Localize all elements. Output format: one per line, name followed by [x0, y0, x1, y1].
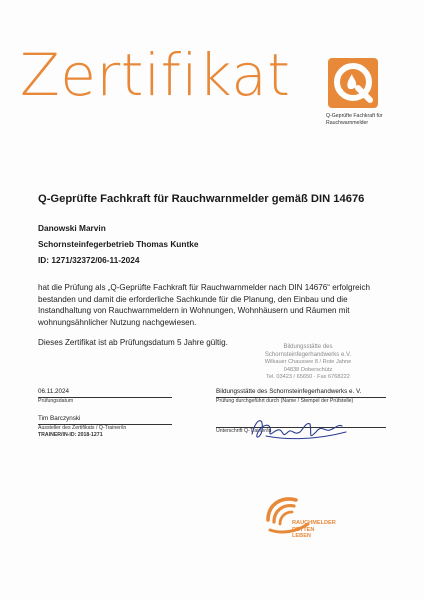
- stamp-line5: Tel. 03423 / 65650 · Fax 6768222: [266, 374, 350, 381]
- organization-label: Prüfung durchgeführt durch (Name / Stempel der Prüfstelle): [216, 398, 354, 404]
- footer-brand-line2: RETTEN: [292, 526, 315, 533]
- logo-caption-line1: Q-Geprüfte Fachkraft für: [326, 113, 383, 119]
- logo-caption-line2: Rauchwarnmelder: [326, 119, 369, 126]
- validity-note: Dieses Zertifikat ist ab Prüfungsdatum 5 Jahre gültig.: [38, 338, 228, 347]
- exam-date: 06.11.2024: [38, 388, 70, 395]
- holder-block: [38, 220, 198, 268]
- certificate-body: hat die Prüfung als „Q-Geprüfte Fachkraft für Rauchwarnmelder nach DIN 14676“ erfolgreich bestanden und damit die erforderliche Sachkunde für die Planung, den Einbau und die Instandhaltung von Rauchwarnmeldern in Wohnungen, Wohnhäusern und Räumen mit wohnungsähnlicher Nutzung nachgewiesen.: [38, 283, 371, 327]
- footer-brand-text: [292, 520, 352, 540]
- holder-name: Danowski Marvin: [38, 223, 106, 233]
- issuer-label: Aussteller des Zertifikats / Q-Trainer/in: [38, 425, 127, 431]
- issuer-name: Tim Barczynski: [38, 415, 81, 422]
- certificate-heading: Q-Geprüfte Fachkraft für Rauchwarnmelder gemäß DIN 14676: [38, 193, 365, 205]
- logo-caption: [326, 113, 406, 126]
- footer-brand-line1: RAUCHMELDER: [292, 520, 336, 526]
- certificate-title: Zertifikat: [20, 41, 291, 109]
- trainer-signature-label: Unterschrift Q-Trainer/in: [216, 428, 272, 434]
- certificate-id: ID: 1271/32372/06-11-2024: [38, 255, 140, 265]
- handwritten-signature: [246, 410, 356, 446]
- q-flame-logo-icon: [328, 58, 378, 108]
- stamp-line1: Bildungsstätte des: [283, 344, 333, 350]
- stamp-line3: Wilkauer Chaussee 8 / Rote Jahne: [264, 359, 352, 366]
- stamp-line2: Schornsteinfegerhandwerks e.V.: [264, 351, 352, 358]
- footer-brand-line3: LEBEN: [292, 533, 311, 540]
- stamp-line4: 04838 Doberschütz: [283, 366, 333, 373]
- organization-stamp: [252, 344, 364, 382]
- holder-company: Schornsteinfegerbetrieb Thomas Kuntke: [38, 239, 199, 249]
- left-signature-column: [38, 388, 172, 438]
- organization-name: Bildungsstätte des Schornsteinfegerhandwerks e. V.: [216, 388, 362, 395]
- exam-date-label: Prüfungsdatum: [38, 398, 74, 404]
- trainer-id: TRAINER/IN-ID: 2018-1271: [38, 432, 103, 438]
